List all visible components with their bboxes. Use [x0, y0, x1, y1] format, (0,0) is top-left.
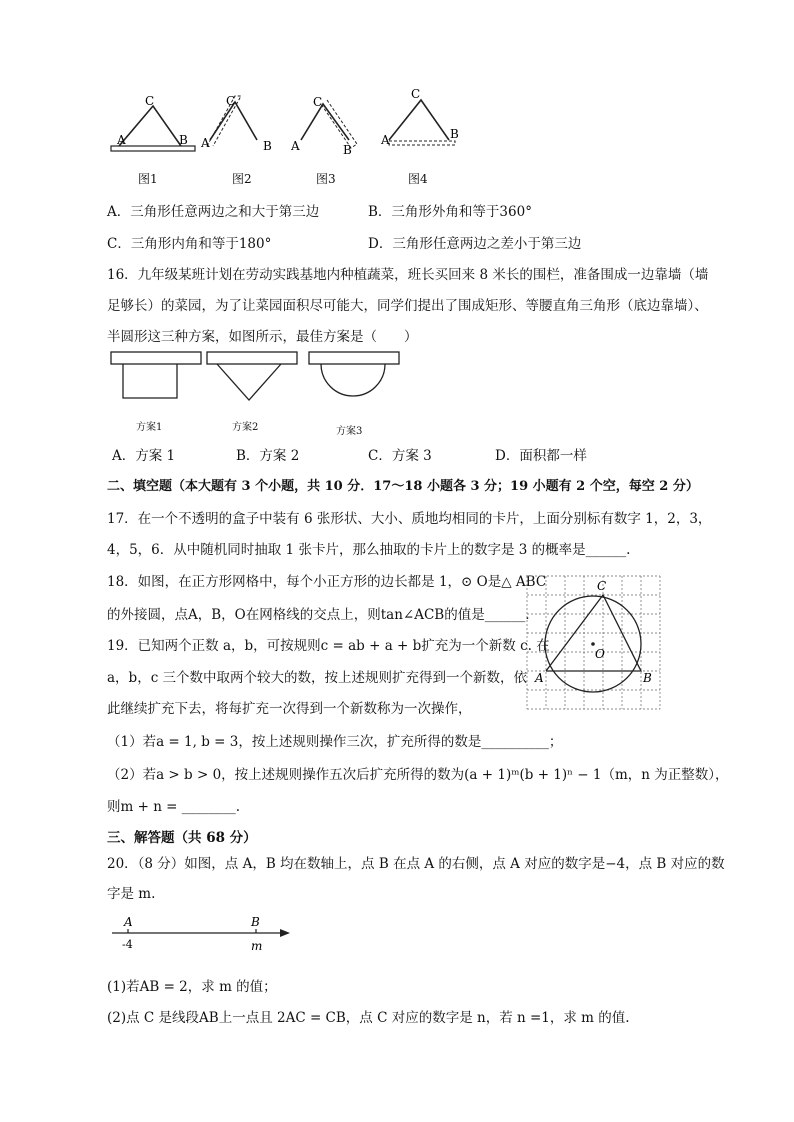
caption-fig3: 图3: [316, 172, 336, 186]
label-o: O: [595, 647, 605, 661]
label-c: C: [145, 94, 155, 108]
value-a: -4: [122, 938, 133, 951]
value-b: m: [251, 939, 263, 953]
q19-line-1: 19．已知两个正数 a，b，可按规则c = ab + a + b扩充为一个新数 c. 在: [107, 638, 550, 654]
q20-part-2: (2)点 C 是线段AB上一点且 2AC = CB，点 C 对应的数字是 n，若 n =1，求 m 的值.: [107, 1010, 630, 1026]
plan-1-figure: [111, 352, 201, 398]
q19-part-1: （1）若a = 1, b = 3，按上述规则操作三次，扩充所得的数是__________；: [107, 734, 563, 750]
label-b: B: [263, 139, 272, 153]
q16-line-1: 16．九年级某班计划在劳动实践基地内种植蔬菜，班长买回来 8 米长的围栏，准备围成一边靠墙（墙: [107, 267, 709, 283]
q16-line-2: 足够长）的菜园，为了让菜园面积尽可能大，同学们提出了围成矩形、等腰直角三角形（底边靠墙）、: [107, 298, 708, 314]
q20-line-2: 字是 m.: [107, 886, 156, 902]
label-b: B: [251, 915, 260, 929]
plan-3-label: 方案3: [336, 426, 363, 437]
q15-option-a: A．三角形任意两边之和大于第三边: [107, 204, 320, 220]
figure-2: [200, 94, 272, 153]
caption-fig1: 图1: [138, 172, 158, 186]
label-c: C: [597, 579, 607, 593]
q16-option-b: B．方案 2: [236, 448, 300, 464]
plan-3-figure: [309, 352, 399, 396]
label-a: A: [201, 136, 210, 150]
q15-option-c: C．三角形内角和等于180°: [107, 236, 272, 252]
q17-line-1: 17．在一个不透明的盒子中装有 6 张形状、大小、质地均相同的卡片，上面分别标有数字 1，2，3，: [107, 511, 712, 527]
label-c: C: [313, 95, 323, 109]
label-b: B: [179, 133, 188, 147]
q15-option-d: D．三角形任意两边之差小于第三边: [368, 236, 582, 252]
figure-3: [290, 95, 357, 157]
q16-line-3: 半圆形这三种方案，如图所示，最佳方案是（ ）: [107, 329, 418, 345]
q20-part-1: (1)若AB = 2，求 m 的值；: [107, 979, 277, 995]
center-point: [591, 642, 595, 646]
q17-line-2: 4，5，6．从中随机同时抽取 1 张卡片，那么抽取的卡片上的数字是 3 的概率是______.: [107, 542, 631, 558]
q16-option-d: D．面积都一样: [495, 448, 587, 464]
q16-option-a: A．方案 1: [112, 448, 176, 464]
q20-line-1: 20．（8 分）如图，点 A，B 均在数轴上，点 B 在点 A 的右侧，点 A 对应的数字是−4，点 B 对应的数: [107, 856, 725, 872]
label-b: B: [343, 143, 352, 157]
label-a: A: [535, 671, 544, 685]
q18-line-1: 18．如图，在正方形网格中，每个小正方形的边长都是 1，⊙ O是△ ABC: [107, 574, 547, 590]
label-b: B: [450, 127, 459, 141]
arrow-icon: [280, 929, 290, 937]
plan-1-label: 方案1: [136, 422, 163, 433]
q18-line-2: 的外接圆，点A，B，O在网格线的交点上，则tan∠ACB的值是______.: [107, 607, 530, 623]
q19-line-3: 此继续扩充下去，将每扩充一次得到一个新数称为一次操作，: [107, 701, 472, 717]
plan-figures: [105, 350, 415, 420]
section-3-heading: 三、解答题（共 68 分）: [107, 830, 257, 846]
label-a: A: [124, 915, 133, 929]
label-c: C: [411, 88, 421, 101]
section-2-heading: 二、填空题（本大题有 3 个小题，共 10 分．17～18 小题各 3 分；19 小题有 2 个空，每空 2 分）: [107, 479, 699, 494]
q19-part-2: （2）若a > b > 0，按上述规则操作五次后扩充所得的数为(a + 1)ᵐ(b + 1)ⁿ − 1（m，n 为正整数），: [107, 767, 729, 783]
caption-fig4: 图4: [408, 172, 428, 186]
label-a: A: [117, 133, 126, 147]
label-a: A: [291, 139, 300, 153]
label-a: A: [381, 133, 390, 147]
q19-line-6: 则m + n = ________.: [107, 799, 241, 815]
q16-option-c: C．方案 3: [368, 448, 432, 464]
plan-2-label: 方案2: [232, 422, 259, 433]
label-b: B: [643, 671, 652, 685]
q15-option-b: B．三角形外角和等于360°: [368, 204, 532, 220]
caption-fig2: 图2: [232, 172, 252, 186]
plan-2-figure: [207, 352, 297, 400]
label-c: C: [226, 94, 236, 108]
figure-1: [111, 94, 195, 151]
q19-line-2: a，b，c 三个数中取两个较大的数，按上述规则扩充得到一个新数，依: [107, 670, 528, 686]
figure-4: [380, 88, 459, 147]
number-line: [108, 915, 298, 957]
grid-circle-figure: [525, 574, 665, 722]
